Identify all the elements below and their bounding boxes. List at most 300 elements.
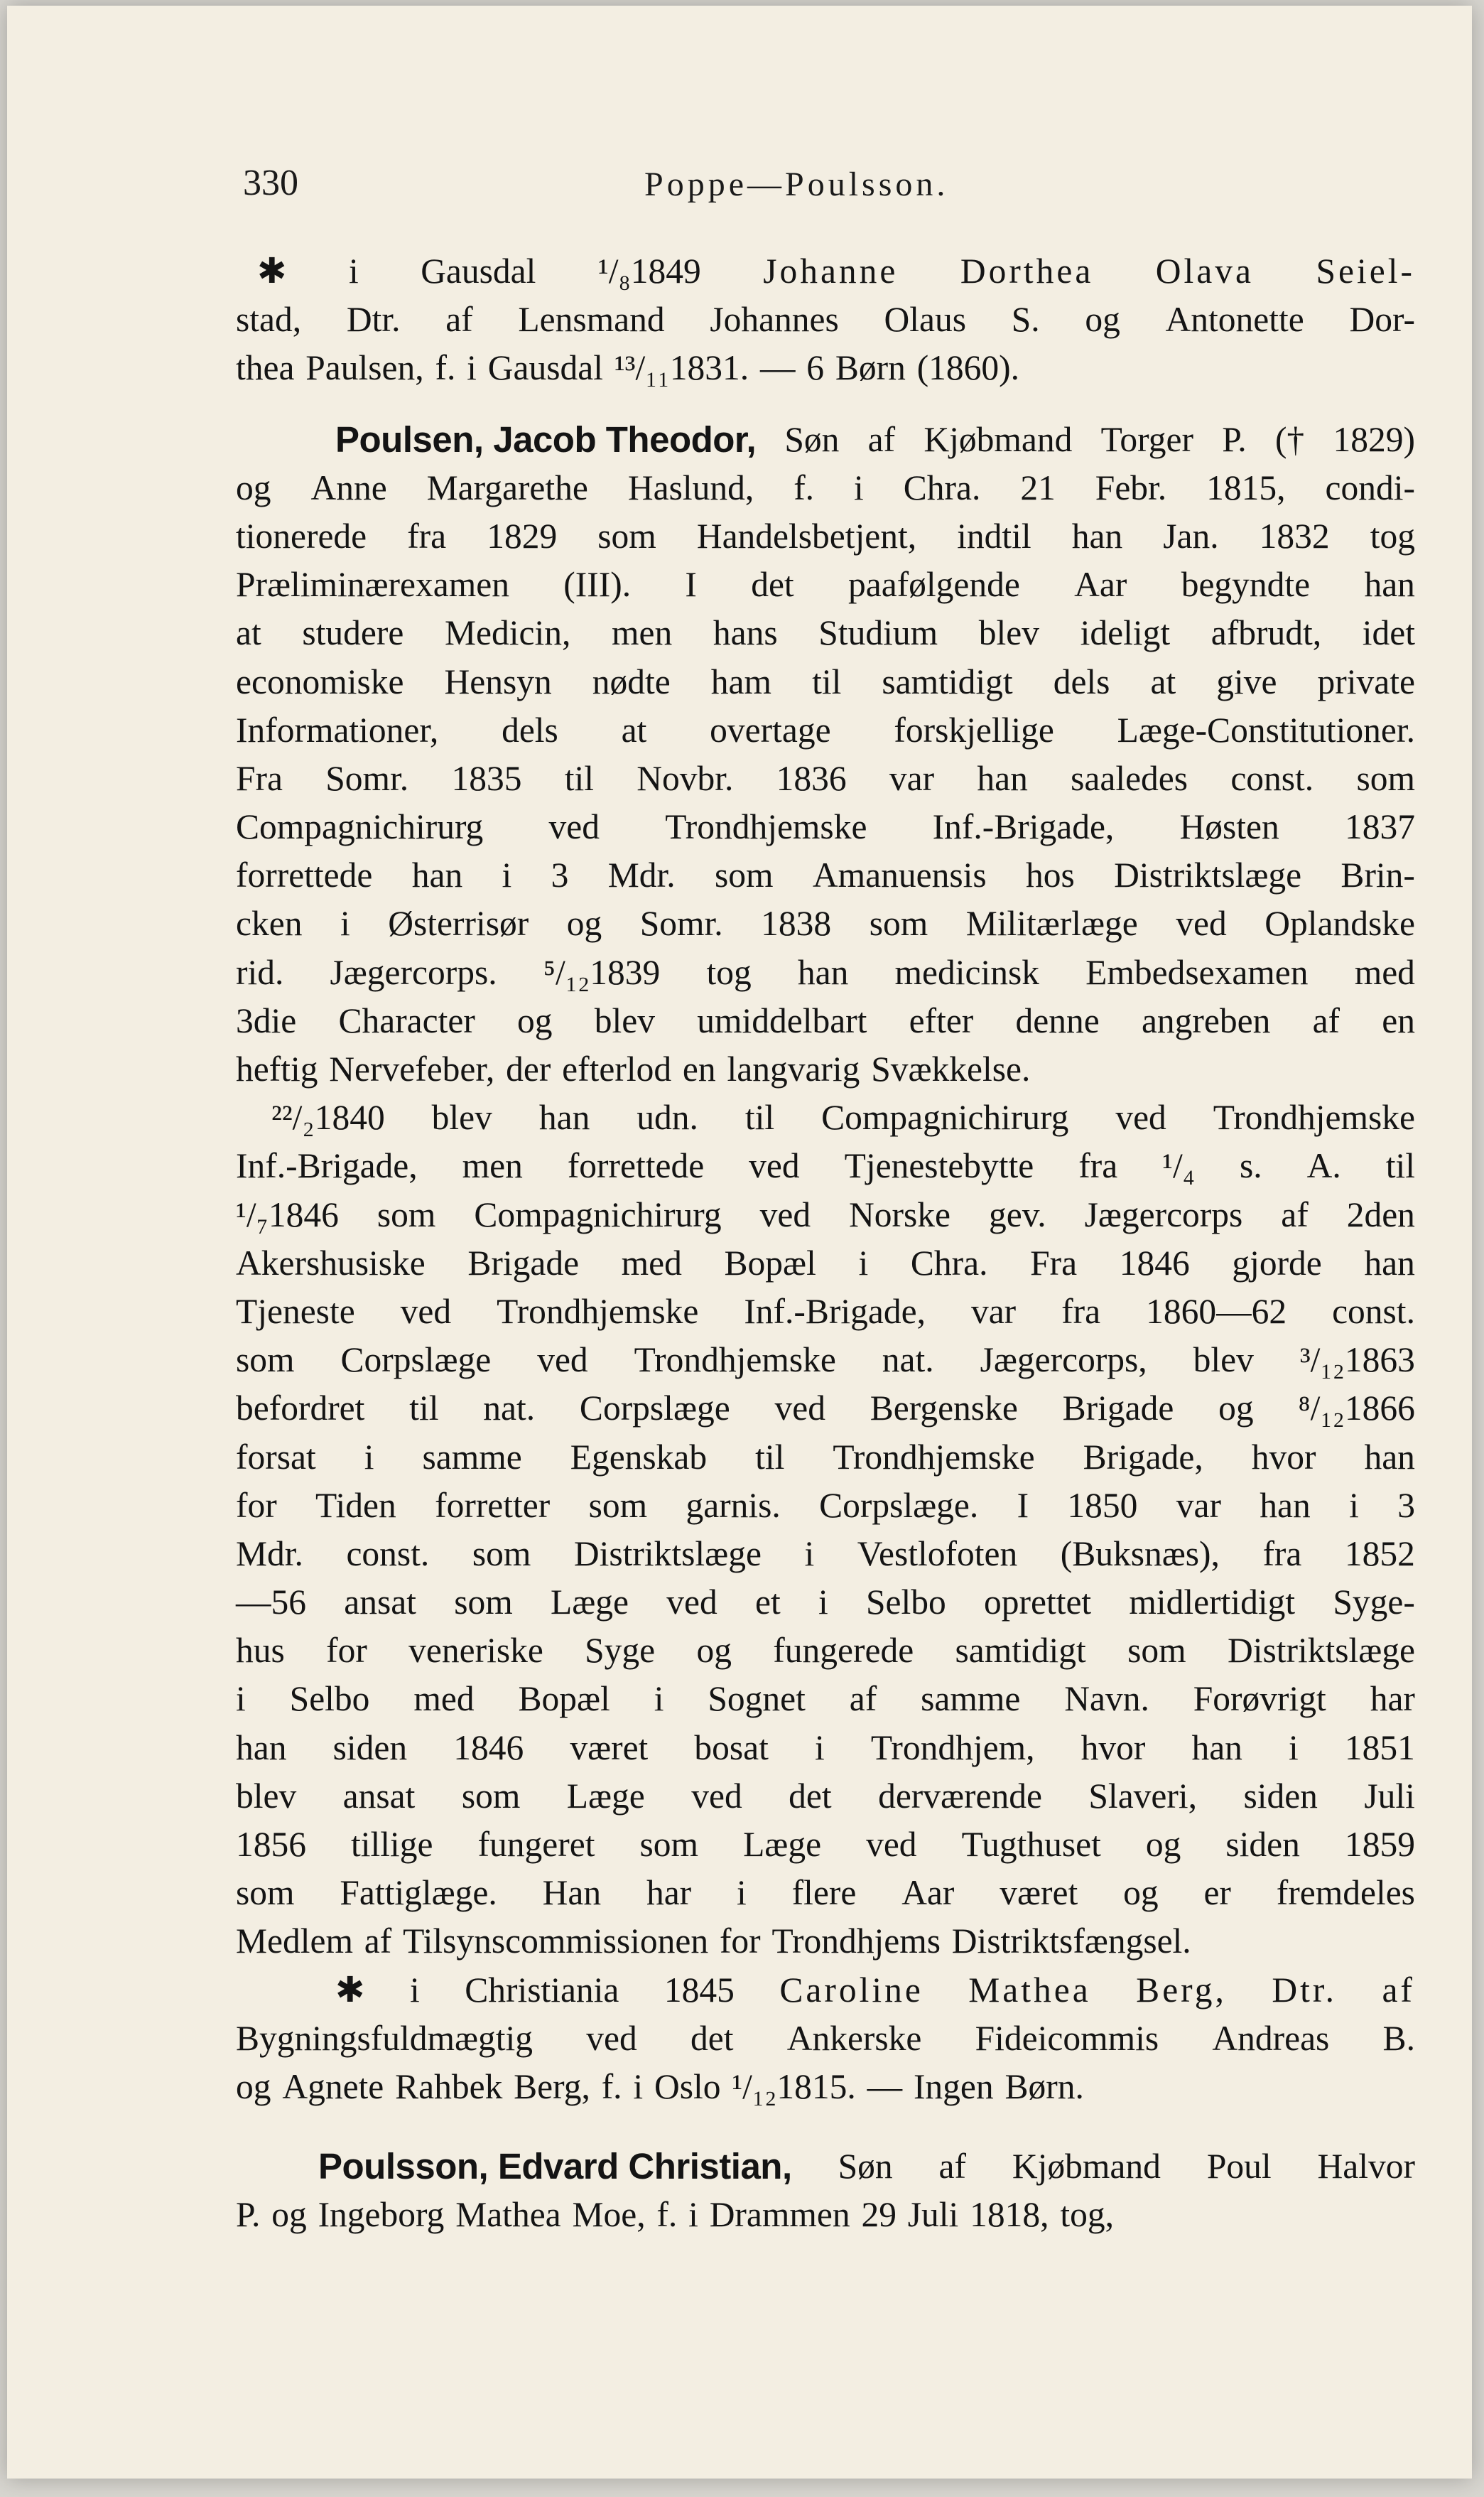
word: han (797, 952, 849, 992)
word: Amanuensis (812, 856, 987, 895)
word: Character (338, 1001, 475, 1040)
word: at (1150, 662, 1176, 701)
word: (III). (563, 565, 632, 605)
word: Oplandske (1264, 904, 1415, 944)
word: fremdeles (1276, 1873, 1415, 1913)
word: hvor (1080, 1727, 1146, 1767)
word: Bygningsfuldmægtig (236, 2018, 534, 2058)
word: blev (978, 613, 1039, 653)
word: Trondhjem, (870, 1727, 1035, 1767)
word: Kjøbmand (1012, 2147, 1161, 2186)
word: ham (710, 662, 772, 701)
page-header (243, 162, 1415, 219)
word: stad, (236, 300, 302, 340)
word: Berg, (514, 2066, 590, 2106)
word: Navn. (1064, 1679, 1149, 1719)
word: til (564, 758, 594, 798)
word: Ankerske (786, 2018, 922, 2058)
word: ¹/₇1846 (236, 1194, 339, 1234)
text-line (236, 296, 1415, 344)
word: ¹/₈1849 (597, 252, 701, 291)
word: Medlem (236, 1921, 353, 1961)
word: 1829) (1333, 419, 1415, 459)
word: Søn (838, 2147, 893, 2186)
word: efterlod (562, 1050, 672, 1089)
word: heftig (236, 1050, 318, 1089)
word: ⁸/₁₂1866 (1298, 1388, 1415, 1428)
word: Børn (835, 348, 906, 388)
word: 1832 (1259, 516, 1330, 556)
word: været (570, 1727, 649, 1767)
word: veneriske (408, 1631, 543, 1671)
word: Handelsbetjent, (696, 516, 917, 556)
word: er (1203, 1873, 1231, 1913)
word: dels (1053, 662, 1110, 701)
word: i (467, 348, 477, 388)
word: siden (332, 1727, 408, 1767)
word: Vestlofoten (857, 1533, 1018, 1573)
word: 1829 (487, 516, 558, 556)
word: angreben (1141, 1001, 1271, 1040)
word: en (1382, 1001, 1415, 1040)
word: ¹/₁₂1815. (732, 2066, 856, 2106)
word: tog (706, 952, 752, 992)
word: var (970, 1291, 1017, 1331)
word: Han (542, 1873, 602, 1913)
word: 3 (1397, 1485, 1415, 1525)
word: var (1176, 1485, 1221, 1525)
word: fra (407, 516, 447, 556)
word: — (867, 2066, 903, 2106)
word: Caroline (779, 1970, 924, 2010)
word: ved (759, 1194, 811, 1234)
word: Jægercorps (1084, 1194, 1243, 1234)
word: ✱ (257, 252, 287, 291)
word: hvor (1251, 1437, 1316, 1477)
word: i (804, 1533, 815, 1573)
word: studere (302, 613, 404, 653)
word: Compagnichirurg (474, 1194, 722, 1234)
text-line (236, 755, 1415, 803)
word: ved (749, 1146, 800, 1186)
word: 1851 (1344, 1727, 1415, 1767)
word: til (755, 1437, 785, 1477)
word: han (236, 1727, 287, 1767)
word: det (751, 565, 794, 605)
word: som (597, 516, 656, 556)
word: B. (1382, 2018, 1415, 2058)
word: ideligt (1080, 613, 1171, 653)
word: Drammen (709, 2195, 850, 2235)
word: I (1017, 1485, 1029, 1525)
word: Østerrisør (388, 904, 529, 944)
word: forrettede (567, 1146, 705, 1186)
book-page (7, 6, 1472, 2479)
word: († (1274, 419, 1305, 459)
word: medicinsk (894, 952, 1039, 992)
word: denne (1015, 1001, 1100, 1040)
word: Syge- (1333, 1582, 1415, 1622)
word: derværende (878, 1776, 1042, 1816)
word: Søn (784, 419, 840, 459)
word: f. (601, 2066, 622, 2106)
word: (Buksnæs), (1060, 1533, 1220, 1573)
word: Bergenske (870, 1388, 1018, 1428)
text-line (236, 997, 1415, 1045)
word: som (377, 1194, 436, 1234)
word: Antonette (1165, 300, 1304, 340)
word: der (506, 1050, 551, 1089)
word: tog (1370, 516, 1415, 556)
page-number: 330 (243, 163, 298, 203)
word: 3 (551, 856, 569, 895)
word: Kjøbmand (924, 419, 1073, 459)
word: 1852 (1344, 1533, 1415, 1573)
word: efter (909, 1001, 974, 1040)
word: Militærlæge (965, 904, 1138, 944)
word: dels (502, 710, 558, 750)
text-line (236, 658, 1415, 706)
word: Distriktslæge (1114, 856, 1302, 895)
word: Brin- (1341, 856, 1415, 895)
word: Brigade, (1083, 1437, 1203, 1477)
word: som (1356, 758, 1415, 798)
word: Berg, (1136, 1970, 1227, 2010)
word: at (621, 710, 647, 750)
entry-name: Poulsen, Jacob Theodor, (335, 419, 757, 460)
word: siden (1243, 1776, 1318, 1816)
word: Ingen (913, 2066, 994, 2106)
word: Bopæl (518, 1679, 610, 1719)
word: han (1364, 1243, 1415, 1283)
word: Dorthea (960, 252, 1094, 291)
word: Trondhjemske (1213, 1098, 1415, 1138)
word: af (445, 300, 473, 340)
text-line (236, 609, 1415, 657)
word: Johannes (710, 300, 839, 340)
word: han (1071, 516, 1123, 556)
word: condi- (1325, 468, 1415, 507)
word: som (639, 1825, 699, 1864)
word: 1859 (1344, 1825, 1415, 1864)
word: fungerede (773, 1631, 914, 1671)
text-line (236, 803, 1415, 851)
text-line (236, 1142, 1415, 1190)
word: med (413, 1679, 475, 1719)
word: hus (236, 1631, 285, 1671)
word: nat. (882, 1340, 934, 1380)
word: og (566, 904, 602, 944)
word: i (236, 1679, 246, 1719)
word: og (236, 2066, 271, 2106)
word: Gausdal (487, 348, 603, 388)
text-line (236, 1482, 1415, 1530)
word: Moe, (572, 2195, 646, 2235)
word: som (236, 1340, 295, 1380)
text-line (236, 2015, 1415, 2063)
word: han (977, 758, 1028, 798)
word: Tiden (315, 1485, 396, 1525)
word: Gausdal (421, 252, 536, 291)
word: Akershusiske (236, 1243, 426, 1283)
word: forsat (236, 1437, 316, 1477)
word: af (938, 2147, 966, 2186)
word: som (472, 1533, 531, 1573)
word: Selbo (865, 1582, 946, 1622)
word: i (818, 1582, 828, 1622)
word: Juli (1364, 1776, 1415, 1816)
text-line (236, 344, 1415, 392)
word: give (1216, 662, 1277, 701)
word: tog, (1060, 2195, 1114, 2235)
word: fra (1061, 1291, 1101, 1331)
word: Juli (907, 2195, 959, 2235)
word: han (1364, 1437, 1415, 1477)
word: for (326, 1631, 367, 1671)
entry-name: Poulsson, Edvard Christian, (318, 2146, 792, 2187)
word: for (236, 1485, 277, 1525)
word: ansat (342, 1776, 416, 1816)
word: med (621, 1243, 682, 1283)
word: til (744, 1098, 775, 1138)
word: Anne (310, 468, 387, 507)
word: Christiania (465, 1970, 619, 2010)
text-line (236, 1191, 1415, 1239)
word: 6 (806, 348, 825, 388)
word: ved (691, 1776, 742, 1816)
word: i (1349, 1485, 1359, 1525)
word: umiddelbart (697, 1001, 867, 1040)
word: i (633, 2066, 644, 2106)
word: Medicin, (445, 613, 571, 653)
word: Trondhjemske (665, 807, 867, 847)
word: fra (1262, 1533, 1302, 1573)
word: Mathea (455, 2195, 561, 2235)
word: blev (236, 1776, 297, 1816)
word: han (411, 856, 463, 895)
word: som (461, 1776, 521, 1816)
word: Nervefeber, (329, 1050, 495, 1089)
word: Aar (901, 1873, 955, 1913)
text-line (236, 706, 1415, 755)
word: som (588, 1485, 648, 1525)
word: fungeret (477, 1825, 595, 1864)
word: Distriktslæge (1227, 1631, 1415, 1671)
text-line (236, 1917, 1415, 1965)
word: 29 (861, 2195, 897, 2235)
word: Trondhjemske (497, 1291, 699, 1331)
word: Trondhjemske (634, 1340, 836, 1380)
word: at (236, 613, 261, 653)
word: 1815, (1206, 468, 1286, 507)
word: 3die (236, 1001, 297, 1040)
word: Somr. (325, 758, 409, 798)
word: Torger (1100, 419, 1193, 459)
word: Læge-Constitutioner. (1117, 710, 1415, 750)
text-line (236, 1578, 1415, 1627)
word: i (409, 1970, 420, 2010)
word: Corpslæge (340, 1340, 492, 1380)
word: i (364, 1437, 374, 1477)
word: private (1317, 662, 1415, 701)
word: han (1260, 1485, 1311, 1525)
word: (1860). (916, 348, 1020, 388)
word: hans (713, 613, 778, 653)
word: og (1145, 1825, 1181, 1864)
word: Hensyn (444, 662, 552, 701)
word: Læge (566, 1776, 645, 1816)
word: Brigade (467, 1243, 580, 1283)
word: P. (1222, 419, 1247, 459)
word: Oslo (654, 2066, 721, 2106)
text-line (236, 1966, 1415, 2015)
word: og (1123, 1873, 1159, 1913)
word: Mdr. (236, 1533, 303, 1573)
word: til (1385, 1146, 1415, 1186)
word: Tugthuset (961, 1825, 1101, 1864)
word: Informationer, (236, 710, 439, 750)
word: som (715, 856, 774, 895)
word: Inf.-Brigade, (236, 1146, 418, 1186)
word: Aar (1074, 565, 1127, 605)
text-line (236, 1530, 1415, 1578)
text-line (236, 900, 1415, 948)
word: Halvor (1317, 2147, 1415, 2186)
word: har (646, 1873, 692, 1913)
word: Lensmand (518, 300, 665, 340)
word: til (812, 662, 842, 701)
word: Chra. (903, 468, 981, 507)
word: har (1370, 1679, 1415, 1719)
word: i (502, 856, 512, 895)
word: af (1312, 1001, 1341, 1040)
text-line (236, 1821, 1415, 1869)
word: ¹³/₁₁1831. (614, 348, 749, 388)
word: 1838 (761, 904, 832, 944)
word: men (612, 613, 673, 653)
word: Embedsexamen (1085, 952, 1309, 992)
word: Sognet (708, 1679, 806, 1719)
word: Forøvrigt (1193, 1679, 1326, 1719)
text-line (236, 1627, 1415, 1675)
text-line (236, 2191, 1415, 2239)
word: og (517, 1001, 553, 1040)
word: Distriktsfængsel. (951, 1921, 1191, 1961)
word: midlertidigt (1129, 1582, 1296, 1622)
word: som (1127, 1631, 1186, 1671)
word: afbrudt, (1211, 613, 1322, 653)
word: ved (666, 1582, 717, 1622)
word: Inf.-Brigade, (932, 807, 1115, 847)
word: Febr. (1095, 468, 1167, 507)
word: fra (1078, 1146, 1118, 1186)
word: og (696, 1631, 732, 1671)
word: som (236, 1873, 295, 1913)
word: Trondhjems (771, 1921, 941, 1961)
word: langvarig (727, 1050, 860, 1089)
word: Rahbek (395, 2066, 503, 2106)
word: Agnete (282, 2066, 384, 2106)
word: Syge (585, 1631, 656, 1671)
word: med (1354, 952, 1415, 992)
word: Svækkelse. (871, 1050, 1031, 1089)
word: Jægercorps, (980, 1340, 1147, 1380)
word: i (688, 2195, 698, 2235)
word: Fattiglæge. (340, 1873, 497, 1913)
word: i (854, 468, 864, 507)
word: Compagnichirurg (236, 807, 484, 847)
word: i (815, 1727, 825, 1767)
word: oprettet (983, 1582, 1092, 1622)
word: garnis. (686, 1485, 781, 1525)
word: economiske (236, 662, 404, 701)
text-line (236, 561, 1415, 609)
word: men (462, 1146, 523, 1186)
word: 1818, (970, 2195, 1049, 2235)
word: rid. (236, 952, 284, 992)
word: cken (236, 904, 303, 944)
word: 1850 (1067, 1485, 1138, 1525)
word: nødte (592, 662, 671, 701)
word: som (454, 1582, 513, 1622)
word: Jan. (1163, 516, 1219, 556)
word: i (654, 1679, 664, 1719)
word: af (1382, 1970, 1415, 2010)
word: flere (791, 1873, 857, 1913)
word: Selbo (289, 1679, 370, 1719)
word: ved (774, 1388, 825, 1428)
word: paafølgende (847, 565, 1020, 605)
word: og (271, 2195, 307, 2235)
word: Norske (849, 1194, 951, 1234)
word: af (1281, 1194, 1309, 1234)
word: Johanne (763, 252, 899, 291)
word: Mathea (968, 1970, 1091, 2010)
word: thea (236, 348, 295, 388)
word: Fideicommis (975, 2018, 1159, 2058)
word: det (789, 1776, 832, 1816)
word: Chra. (910, 1243, 988, 1283)
word: Egenskab (570, 1437, 708, 1477)
word: Mdr. (607, 856, 676, 895)
word: han (538, 1098, 590, 1138)
word: Olaus (884, 300, 966, 340)
text-line (236, 1675, 1415, 1723)
word: han (1364, 565, 1415, 605)
word: 1846 (453, 1727, 524, 1767)
word: S. (1011, 300, 1040, 340)
word: f. (794, 468, 815, 507)
word: Dtr. (346, 300, 401, 340)
word: forskjellige (894, 710, 1054, 750)
text-line (236, 247, 1415, 296)
word: siden (1225, 1825, 1300, 1864)
word: ved (537, 1340, 588, 1380)
word: gjorde (1232, 1243, 1322, 1283)
word: Læge (551, 1582, 629, 1622)
word: Poul (1206, 2147, 1272, 2186)
word: af (867, 419, 896, 459)
word: det (690, 2018, 734, 2058)
word: til (409, 1388, 439, 1428)
word: Dor- (1349, 300, 1415, 340)
word: Høsten (1179, 807, 1279, 847)
text-line (236, 1045, 1415, 1094)
word: af (364, 1921, 392, 1961)
word: 1837 (1344, 807, 1415, 847)
word: Somr. (639, 904, 723, 944)
word: ved (586, 2018, 637, 2058)
